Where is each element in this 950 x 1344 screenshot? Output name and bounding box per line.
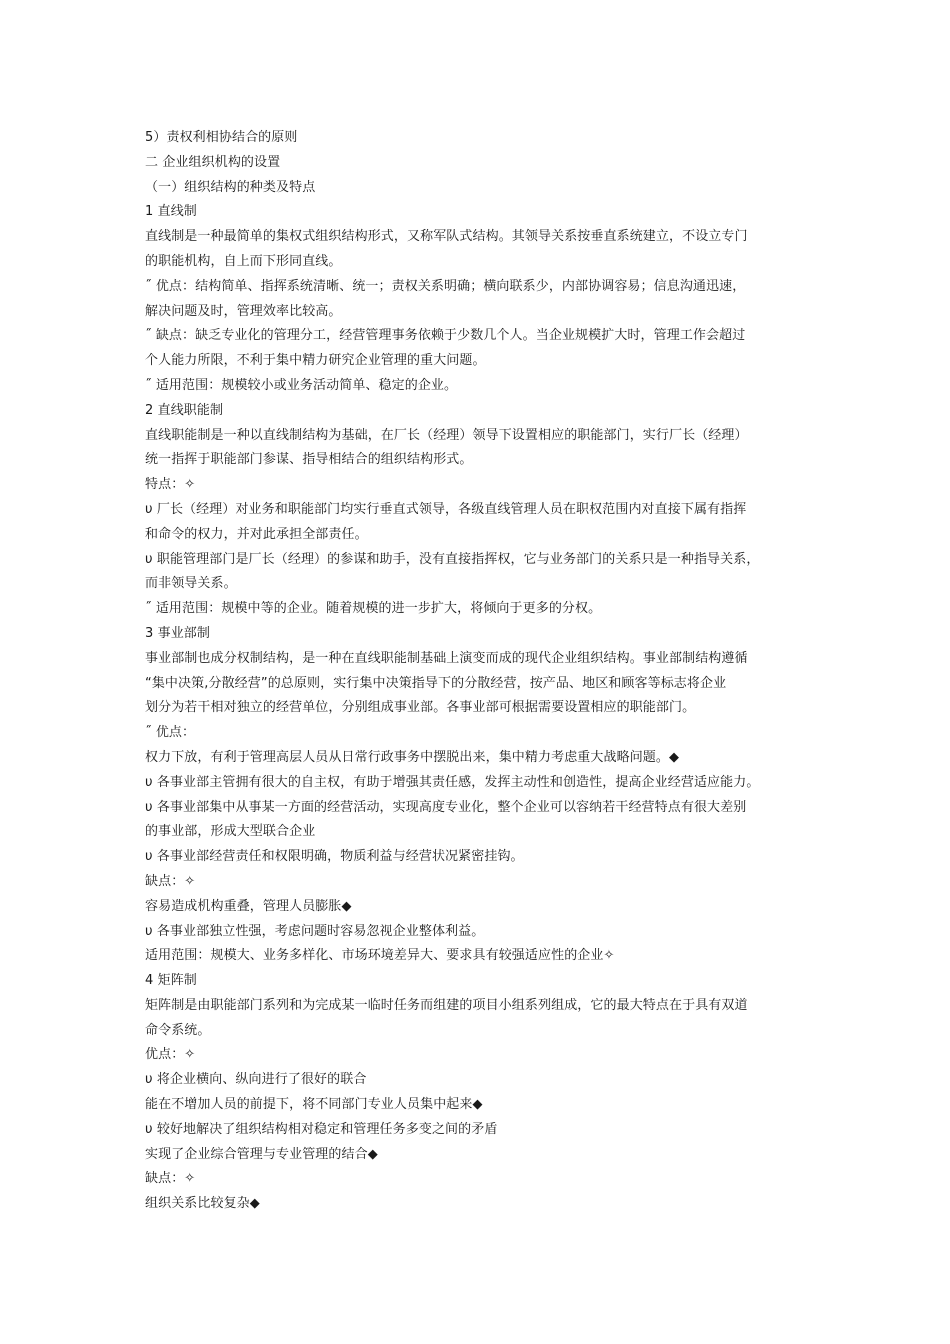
text-line: ˝ 优点： xyxy=(145,725,196,741)
text-line: 的事业部，形成大型联合企业 xyxy=(145,824,316,840)
text-line: 4 矩阵制 xyxy=(145,973,197,989)
text-line: ˝ 适用范围：规模较小或业务活动简单、稳定的企业。 xyxy=(145,377,458,393)
text-line: 直线制是一种最简单的集权式组织结构形式，又称军队式结构。其领导关系按垂直系统建立，不设立专门 xyxy=(145,229,748,245)
text-line: 缺点：✧ xyxy=(145,1171,196,1187)
text-line: 1 直线制 xyxy=(145,204,197,220)
text-line: （一）组织结构的种类及特点 xyxy=(145,179,316,195)
text-line: υ 各事业部经营责任和权限明确，物质利益与经营状况紧密挂钩。 xyxy=(145,849,524,865)
text-line: 权力下放，有利于管理高层人员从日常行政事务中摆脱出来，集中精力考虑重大战略问题。◆ xyxy=(145,749,680,765)
text-line: “集中决策,分散经营”的总原则，实行集中决策指导下的分散经营，按产品、地区和顾客等标志将企业 xyxy=(145,675,727,691)
text-line: υ 厂长（经理）对业务和职能部门均实行垂直式领导，各级直线管理人员在职权范围内对直接下属有指挥 xyxy=(145,501,747,517)
text-line: 2 直线职能制 xyxy=(145,402,224,418)
text-line: υ 各事业部集中从事某一方面的经营活动，实现高度专业化，整个企业可以容纳若干经营特点有很大差别 xyxy=(145,799,747,815)
text-line: 能在不增加人员的前提下，将不同部门专业人员集中起来◆ xyxy=(145,1097,483,1113)
text-line: 划分为若干相对独立的经营单位，分别组成事业部。各事业部可根据需要设置相应的职能部门。 xyxy=(145,700,696,716)
text-line: 直线职能制是一种以直线制结构为基础，在厂长（经理）领导下设置相应的职能部门，实行厂长（经理） xyxy=(145,427,748,443)
text-line: 组织关系比较复杂◆ xyxy=(145,1196,260,1212)
text-line: 和命令的权力，并对此承担全部责任。 xyxy=(145,526,368,542)
text-line: 容易造成机构重叠，管理人员膨胀◆ xyxy=(145,898,352,914)
document-body xyxy=(145,126,825,1217)
text-line: 5）责权利相协结合的原则 xyxy=(145,130,298,145)
text-line: 适用范围：规模大、业务多样化、市场环境差异大、要求具有较强适应性的企业✧ xyxy=(145,948,615,964)
text-line: 命令系统。 xyxy=(145,1022,211,1038)
text-line: 优点：✧ xyxy=(145,1047,196,1063)
text-line: υ 将企业横向、纵向进行了很好的联合 xyxy=(145,1072,367,1088)
text-line: υ 各事业部独立性强，考虑问题时容易忽视企业整体利益。 xyxy=(145,923,485,939)
text-line: 个人能力所限，不利于集中精力研究企业管理的重大问题。 xyxy=(145,353,486,369)
text-line: 解决问题及时，管理效率比较高。 xyxy=(145,303,342,319)
text-line: ˝ 适用范围：规模中等的企业。随着规模的进一步扩大，将倾向于更多的分权。 xyxy=(145,601,602,617)
text-line: 统一指挥于职能部门参谋、指导相结合的组织结构形式。 xyxy=(145,452,473,468)
text-line: υ 各事业部主管拥有很大的自主权，有助于增强其责任感，发挥主动性和创造性，提高企业经营适应能力。 xyxy=(145,774,760,790)
text-line: 而非领导关系。 xyxy=(145,576,237,592)
text-line: 3 事业部制 xyxy=(145,625,211,641)
text-line: ˝ 优点：结构简单、指挥系统清晰、统一；责权关系明确；横向联系少，内部协调容易；信息沟通迅速， xyxy=(145,278,746,294)
text-line: 特点：✧ xyxy=(145,477,196,493)
text-line: 实现了企业综合管理与专业管理的结合◆ xyxy=(145,1146,378,1162)
text-line: ˝ 缺点：缺乏专业化的管理分工，经营管理事务依赖于少数几个人。当企业规模扩大时，管理工作会超过 xyxy=(145,328,746,344)
text-line: 二 企业组织机构的设置 xyxy=(145,154,281,170)
text-line: υ 职能管理部门是厂长（经理）的参谋和助手，没有直接指挥权，它与业务部门的关系只是一种指导关系， xyxy=(145,551,760,567)
text-line: 缺点：✧ xyxy=(145,873,196,889)
text-line: 矩阵制是由职能部门系列和为完成某一临时任务而组建的项目小组系列组成，它的最大特点在于具有双道 xyxy=(145,997,748,1013)
text-line: 事业部制也成分权制结构，是一种在直线职能制基础上演变而成的现代企业组织结构。事业部制结构遵循 xyxy=(145,650,748,666)
text-line: 的职能机构，自上而下形同直线。 xyxy=(145,253,342,269)
text-line: υ 较好地解决了组织结构相对稳定和管理任务多变之间的矛盾 xyxy=(145,1121,498,1137)
